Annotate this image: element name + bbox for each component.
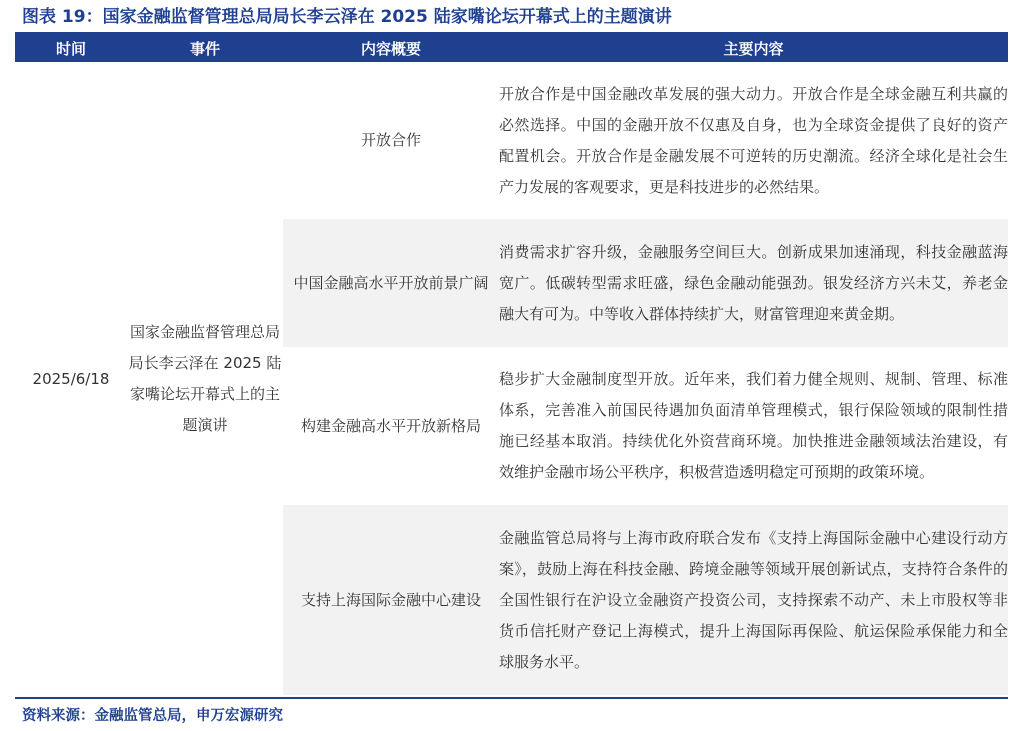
- summary-cell: 开放合作: [360, 131, 421, 149]
- event-cell: 国家金融监督管理总局局长李云泽在 2025 陆家嘴论坛开幕式上的主题演讲: [128, 322, 282, 434]
- summary-cell: 中国金融高水平开放前景广阔: [283, 219, 499, 347]
- date-cell: 2025/6/18: [32, 369, 110, 388]
- speech-table: [15, 34, 1008, 695]
- summary-cell: 支持上海国际金融中心建设: [283, 505, 499, 695]
- summary-cell: 构建金融高水平开放新格局: [300, 416, 481, 435]
- header-summary: 内容概要: [283, 34, 499, 62]
- header-event: 事件: [127, 34, 283, 62]
- footer-rule: [15, 697, 1008, 699]
- table-header-row: [15, 34, 1008, 62]
- header-time: 时间: [15, 34, 127, 62]
- source-note: 资料来源：金融监管总局，申万宏源研究: [22, 708, 283, 724]
- figure-title: 图表 19：国家金融监督管理总局局长李云泽在 2025 陆家嘴论坛开幕式上的主题演讲: [22, 7, 672, 27]
- content-cell: 稳步扩大金融制度型开放。近年来，我们着力健全规则、规制、管理、标准体系，完善准入前国民待遇加负面清单管理模式，银行保险领域的限制性措施已经基本取消。持续优化外资营商环境。加快推进金融领域法治建设，有效维护金融市场公平秩序，积极营造透明稳定可预期的政策环境。: [499, 370, 1008, 481]
- table-row: [15, 62, 1008, 219]
- header-content: 主要内容: [499, 34, 1008, 62]
- content-cell: 金融监管总局将与上海市政府联合发布《支持上海国际金融中心建设行动方案》，鼓励上海在科技金融、跨境金融等领域开展创新试点，支持符合条件的全国性银行在沪设立金融资产投资公司，支持探索不动产、未上市股权等非货币信托财产登记上海模式，提升上海国际再保险、航运保险承保能力和全球服务水平。: [499, 505, 1008, 695]
- content-cell: 消费需求扩容升级，金融服务空间巨大。创新成果加速涌现，科技金融蓝海宽广。低碳转型需求旺盛，绿色金融动能强劲。银发经济方兴未艾，养老金融大有可为。中等收入群体持续扩大，财富管理迎来黄金期。: [499, 219, 1008, 347]
- content-cell: 开放合作是中国金融改革发展的强大动力。开放合作是全球金融互利共赢的必然选择。中国的金融开放不仅惠及自身，也为全球资金提供了良好的资产配置机会。开放合作是金融发展不可逆转的历史潮流。经济全球化是社会生产力发展的客观要求，更是科技进步的必然结果。: [499, 84, 1008, 196]
